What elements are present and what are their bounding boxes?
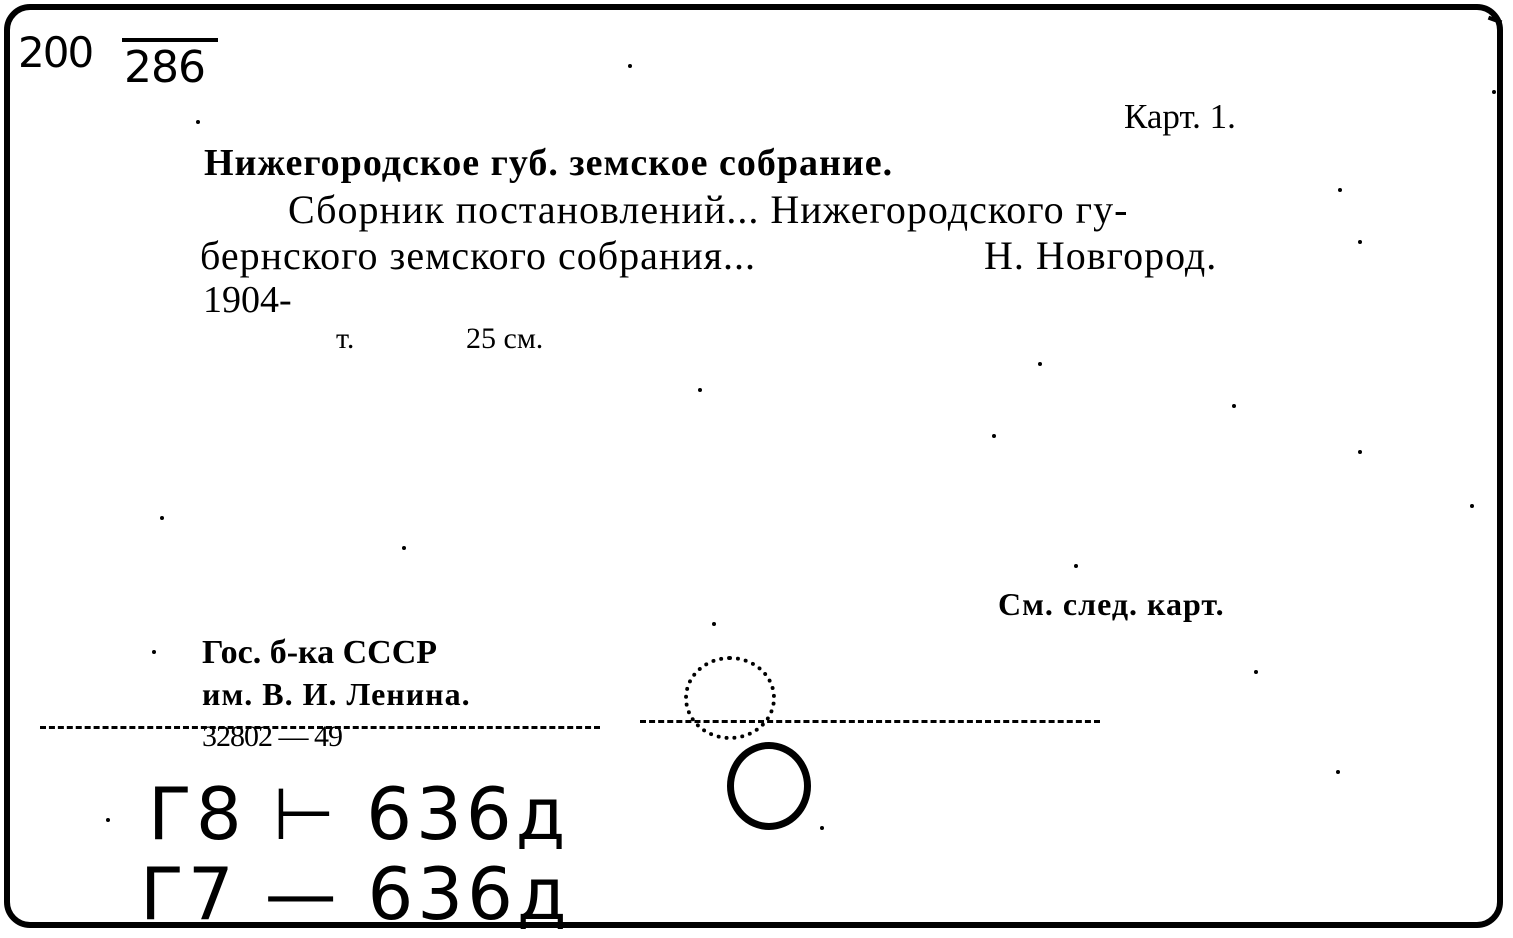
handwritten-shelfmark-2: Г7 — 636д: [140, 852, 571, 936]
circle-mark: [727, 742, 811, 830]
scan-speck: [152, 650, 156, 654]
scan-speck: [1038, 362, 1042, 366]
scan-speck: [1470, 504, 1474, 508]
handwritten-number-right: 286: [124, 42, 205, 93]
scan-speck: [106, 818, 110, 822]
scan-speck: [1336, 770, 1340, 774]
faint-circle-mark: [684, 656, 776, 740]
scan-speck: [1492, 90, 1496, 94]
dashed-rule-left: [40, 726, 600, 729]
scan-speck: [1074, 564, 1078, 568]
library-stamp-line-3: 32802 — 49: [202, 720, 342, 753]
publication-place: Н. Новгород.: [984, 233, 1218, 278]
card-number: Карт. 1.: [1124, 97, 1236, 136]
library-stamp-line-2: им. В. И. Ленина.: [202, 676, 471, 712]
scan-speck: [1254, 670, 1258, 674]
scan-speck: [196, 120, 200, 124]
handwritten-shelfmark-1: Г8 ⊢ 636д: [148, 772, 570, 856]
scan-speck: [820, 826, 824, 830]
scan-speck: [1232, 404, 1236, 408]
scan-speck: [698, 388, 702, 392]
scan-speck: [1358, 240, 1362, 244]
scan-speck: [628, 64, 632, 68]
scan-speck: [160, 516, 164, 520]
card-heading: Нижегородское губ. земское собрание.: [204, 142, 894, 184]
publication-year: 1904-: [203, 279, 292, 321]
book-size: 25 см.: [466, 322, 544, 355]
scan-speck: [712, 622, 716, 626]
library-stamp-line-1: Гос. б-ка СССР: [202, 634, 438, 671]
scan-speck: [402, 546, 406, 550]
title-line-2: бернского земского собрания...: [200, 233, 757, 278]
scan-speck: [1358, 450, 1362, 454]
scan-speck: [992, 434, 996, 438]
scan-speck: [1338, 188, 1342, 192]
title-line-1: Сборник постановлений... Нижегородского гу-: [288, 187, 1129, 232]
handwritten-number-left: 200: [18, 28, 93, 77]
see-next-card: См. след. карт.: [998, 586, 1225, 622]
volumes: т.: [336, 322, 355, 355]
